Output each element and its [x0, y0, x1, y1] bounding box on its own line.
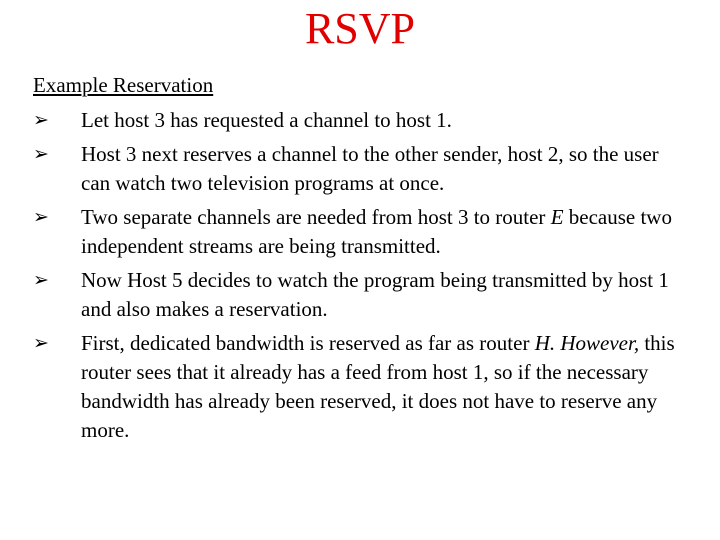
bullet-text-part: Two separate channels are needed from host 3 to router	[81, 205, 551, 229]
bullet-text	[81, 203, 693, 261]
arrowhead-bullet-icon: ➢	[33, 206, 49, 228]
bullet-item	[33, 329, 693, 445]
bullet-item	[33, 140, 693, 198]
router-label: H. However,	[534, 331, 640, 355]
bullet-text	[81, 329, 693, 445]
arrowhead-bullet-icon: ➢	[33, 143, 49, 165]
bullet-text-part: this router sees that it already has a feed from host 1, so if the necessary bandwidth has already been reserved, it does not have to reserve any more.	[81, 331, 675, 442]
arrowhead-bullet-icon: ➢	[33, 269, 49, 291]
bullet-list	[33, 106, 693, 450]
bullet-item	[33, 106, 693, 135]
arrowhead-bullet-icon: ➢	[33, 109, 49, 131]
bullet-text: Let host 3 has requested a channel to host 1.	[81, 108, 452, 132]
bullet-item	[33, 203, 693, 261]
arrowhead-bullet-icon: ➢	[33, 332, 49, 354]
bullet-text: Host 3 next reserves a channel to the other sender, host 2, so the user can watch two television programs at once.	[81, 142, 659, 195]
bullet-item	[33, 266, 693, 324]
bullet-text-part: because two independent streams are being transmitted.	[81, 205, 672, 258]
section-heading: Example Reservation	[33, 73, 214, 97]
bullet-text-part: First, dedicated bandwidth is reserved as far as router	[81, 331, 535, 355]
slide-title: RSVP	[304, 4, 416, 53]
bullet-text: Now Host 5 decides to watch the program being transmitted by host 1 and also makes a reservation.	[81, 268, 669, 321]
router-label: E	[550, 205, 564, 229]
